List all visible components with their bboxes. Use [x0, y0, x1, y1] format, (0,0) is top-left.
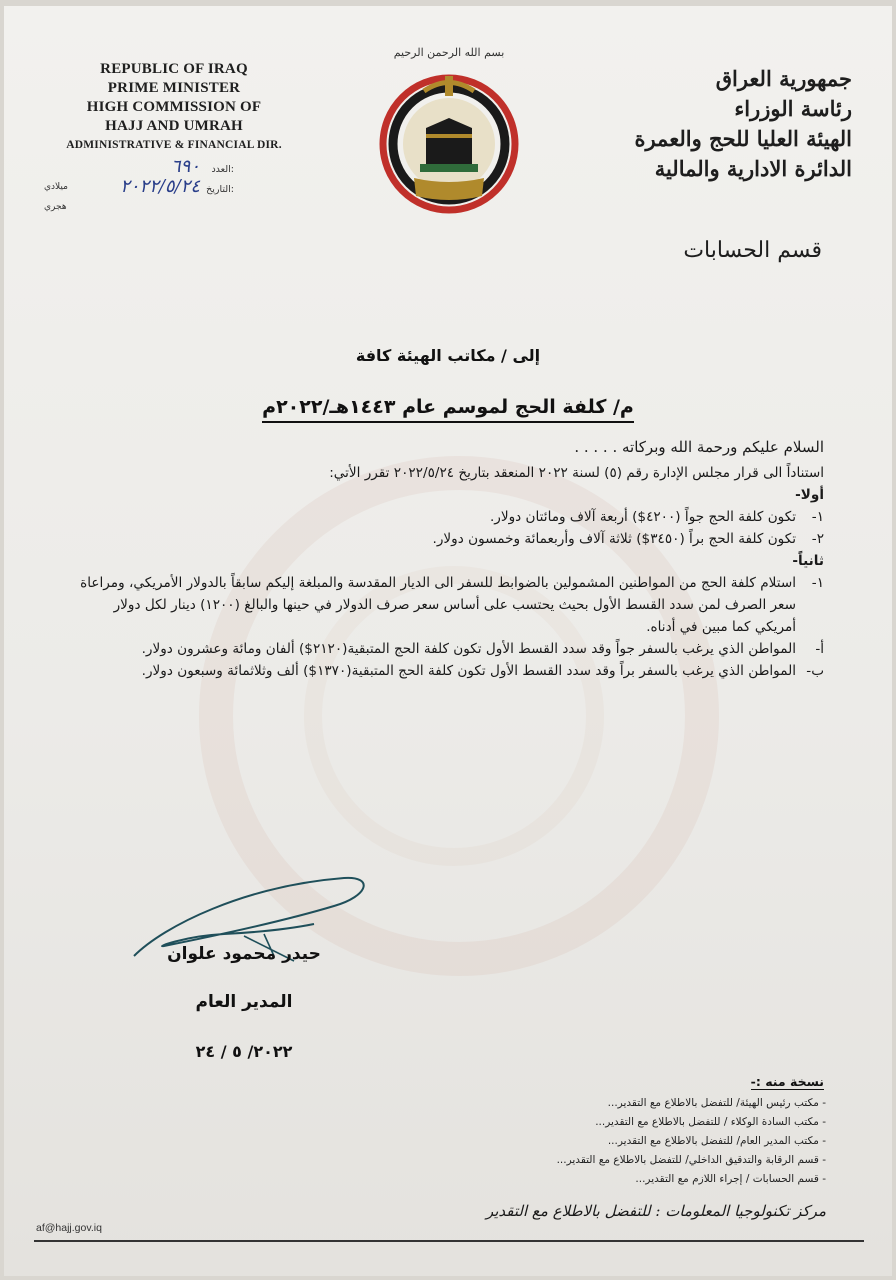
reference-block	[44, 156, 234, 222]
footer-email: af@hajj.gov.iq	[36, 1222, 102, 1234]
ref-number-label: العدد:	[211, 164, 234, 175]
copy-item: - قسم الرقابة والتدقيق الداخلي/ للتفضل بالاطلاع مع التقدير...	[556, 1154, 826, 1166]
calendar-hijri: هجري	[44, 202, 67, 212]
item-text: المواطن الذي يرغب بالسفر براً وقد سدد القسط الأول تكون كلفة الحج المتبقية(١٣٧٠$) ألف وثلاثمائة وسبعون دولار.	[141, 663, 796, 679]
item-marker: ب-	[806, 663, 824, 679]
basmala: بسم الله الرحمن الرحيم	[393, 46, 505, 59]
commission-emblem	[364, 46, 534, 216]
ar-line-directorate: الدائرة الادارية والمالية	[654, 156, 852, 181]
ar-line-office: رئاسة الوزراء	[734, 96, 852, 121]
date-label: التاريخ:	[206, 184, 234, 195]
signatory-title: المدير العام	[195, 992, 293, 1012]
letter-body	[74, 436, 824, 682]
ar-line-country: جمهورية العراق	[715, 66, 852, 91]
first-heading: أولا-	[795, 487, 824, 503]
first-item-2	[74, 528, 824, 550]
second-heading: ثانياً-	[792, 553, 824, 569]
copies-title: نسخة منه :-	[750, 1074, 824, 1089]
en-line-office: PRIME MINISTER	[107, 80, 241, 96]
item-marker: ١-	[811, 575, 824, 591]
footer-divider	[34, 1240, 864, 1242]
greeting: السلام عليكم ورحمة الله وبركاته . . . . .	[574, 438, 824, 456]
subject-line	[4, 396, 892, 418]
item-text: تكون كلفة الحج جواً (٤٢٠٠$) أربعة آلاف ومائتان دولار.	[489, 509, 796, 525]
copy-item: - قسم الحسابات / إجراء اللازم مع التقدير...	[635, 1173, 826, 1185]
date-value: ٢٠٢٢/٥/٢٤	[120, 176, 200, 197]
intro-paragraph: استناداً الى قرار مجلس الإدارة رقم (٥) لسنة ٢٠٢٢ المنعقد بتاريخ ٢٠٢٢/٥/٢٤ تقرر الأتي:	[329, 465, 824, 481]
item-marker: ١-	[811, 509, 824, 525]
second-item-1	[74, 572, 824, 638]
subject-text: م/ كلفة الحج لموسم عام ١٤٤٣هـ/٢٠٢٢م	[262, 396, 634, 423]
copy-item: - مكتب المدير العام/ للتفضل بالاطلاع مع التقدير...	[607, 1135, 826, 1147]
ref-number-value: ٦٩٠	[170, 156, 200, 177]
signatory-name: حيدر محمود علوان	[167, 944, 321, 964]
ar-line-commission: الهيئة العليا للحج والعمرة	[634, 126, 852, 151]
copies-list	[446, 1094, 826, 1189]
arabic-letterhead	[602, 64, 852, 184]
letter-page	[4, 6, 892, 1276]
sub-item-b	[74, 660, 824, 682]
accounts-department: قسم الحسابات	[683, 238, 822, 263]
copy-item: - مكتب السادة الوكلاء / للتفضل بالاطلاع مع التقدير...	[595, 1116, 826, 1128]
kaaba-seal-icon	[364, 46, 534, 216]
item-text: المواطن الذي يرغب بالسفر جواً وقد سدد القسط الأول تكون كلفة الحج المتبقية(٢١٢٠$) ألفان ومائة وعشرون دولار.	[141, 641, 796, 657]
first-item-1	[74, 506, 824, 528]
addressee: إلى / مكاتب الهيئة كافة	[355, 346, 541, 365]
signature-date: ٢٠٢٢/ ٥ / ٢٤	[195, 1042, 293, 1061]
item-text: تكون كلفة الحج براً (٣٤٥٠$) ثلاثة آلاف وأربعمائة وخمسون دولار.	[432, 531, 796, 547]
en-line-directorate: ADMINISTRATIVE & FINANCIAL DIR.	[66, 139, 282, 151]
copy-item: - مكتب رئيس الهيئة/ للتفضل بالاطلاع مع التقدير...	[607, 1097, 826, 1109]
handwritten-note: مركز تكنولوجيا المعلومات : للتفضل بالاطلاع مع التقدير	[485, 1202, 826, 1220]
en-line-country: REPUBLIC OF IRAQ	[100, 61, 248, 77]
item-marker: أ-	[815, 641, 824, 657]
item-marker: ٢-	[811, 531, 824, 547]
en-line-commission: HIGH COMMISSION OF	[86, 99, 262, 115]
item-text: استلام كلفة الحج من المواطنين المشمولين بالضوابط للسفر الى الديار المقدسة والمبلغة إليكم سابقاً بالدولار الأمريكي، ومراعاة سعر الصرف لمن سدد القسط الأول بحيث يحتسب على أساس سعر صرف الدولار في حينها والبالغ (١٢٠٠) دينار لكل دولار أمريكي كما مبين في أدناه.	[80, 575, 796, 635]
sub-item-a	[74, 638, 824, 660]
english-letterhead	[44, 60, 304, 155]
en-line-hajj: HAJJ AND UMRAH	[105, 118, 243, 134]
calendar-gregorian: ميلادي	[44, 182, 68, 192]
